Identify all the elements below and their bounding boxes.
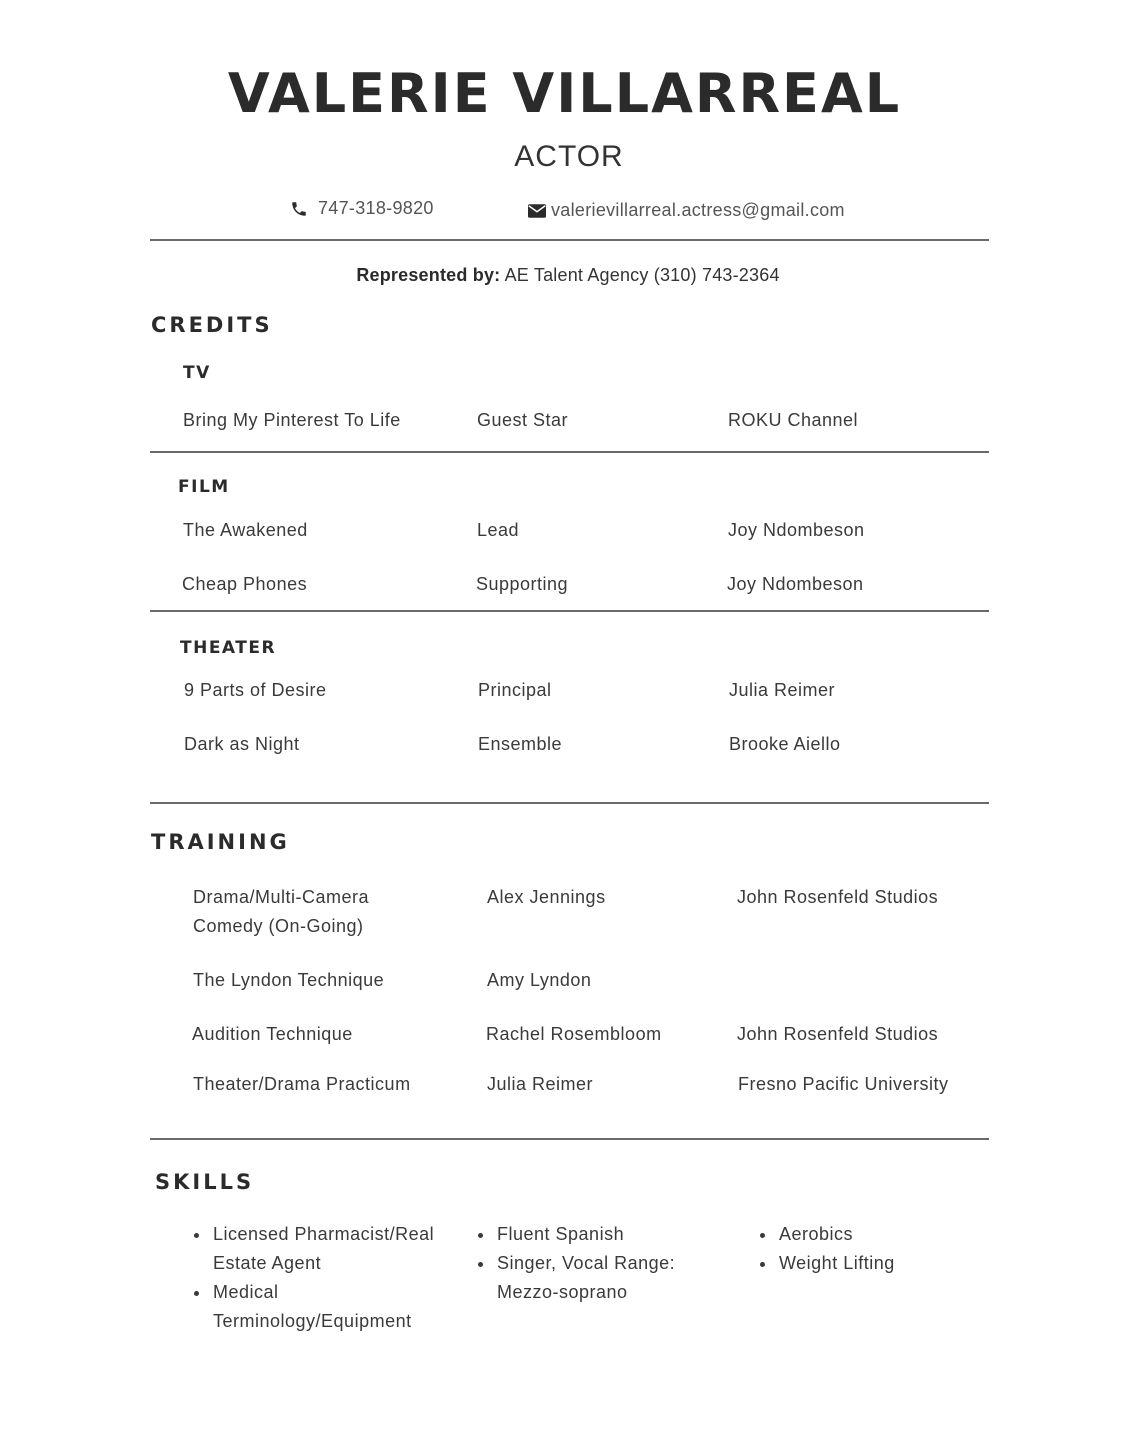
phone-number: 747-318-9820 <box>318 198 434 218</box>
training-school: Fresno Pacific University <box>738 1074 949 1094</box>
email-contact[interactable] <box>528 200 845 221</box>
divider <box>150 802 989 804</box>
skill-item <box>211 1278 481 1336</box>
skills-list-3 <box>757 1220 997 1278</box>
training-teacher: Amy Lyndon <box>487 970 592 990</box>
credit-company: Joy Ndombeson <box>727 574 864 594</box>
training-school: John Rosenfeld Studios <box>737 887 939 907</box>
credit-role: Guest Star <box>477 410 569 430</box>
credit-company: ROKU Channel <box>728 410 859 430</box>
credit-title: Bring My Pinterest To Life <box>183 410 401 430</box>
envelope-icon <box>528 204 546 218</box>
divider <box>150 1138 989 1140</box>
training-course: Audition Technique <box>192 1024 353 1044</box>
skill-line: Weight Lifting <box>779 1253 895 1273</box>
represented-label: Represented by: <box>356 265 501 285</box>
skill-line: Estate Agent <box>213 1253 322 1273</box>
credits-heading: CREDITS <box>151 313 273 337</box>
credit-title: Cheap Phones <box>182 574 308 594</box>
email-address: valerievillarreal.actress@gmail.com <box>551 200 845 220</box>
skills-heading: SKILLS <box>155 1170 255 1194</box>
resume-name: VALERIE VILLARREAL <box>227 62 902 125</box>
training-course: The Lyndon Technique <box>193 970 385 990</box>
skill-item <box>777 1249 997 1278</box>
training-heading: TRAINING <box>151 830 290 854</box>
phone-contact[interactable] <box>290 198 434 219</box>
divider <box>150 610 989 612</box>
divider <box>150 239 989 241</box>
credit-title: 9 Parts of Desire <box>184 680 327 700</box>
skills-list-2 <box>475 1220 755 1307</box>
skill-line: Mezzo-soprano <box>497 1282 628 1302</box>
credit-role: Supporting <box>476 574 569 594</box>
skill-line: Aerobics <box>779 1224 854 1244</box>
skills-list-1 <box>191 1220 481 1336</box>
skill-item <box>495 1249 755 1307</box>
credit-title: The Awakened <box>183 520 308 540</box>
credit-company: Julia Reimer <box>729 680 836 700</box>
training-teacher: Rachel Rosembloom <box>486 1024 662 1044</box>
represented-value: AE Talent Agency (310) 743-2364 <box>504 265 780 285</box>
training-course: Comedy (On-Going) <box>193 916 364 936</box>
credit-role: Ensemble <box>478 734 563 754</box>
training-course: Theater/Drama Practicum <box>193 1074 411 1094</box>
skill-line: Singer, Vocal Range: <box>497 1253 676 1273</box>
representation <box>0 265 1129 286</box>
film-subheading: FILM <box>178 477 230 497</box>
skill-item <box>495 1220 755 1249</box>
credit-role: Lead <box>477 520 520 540</box>
skill-item <box>777 1220 997 1249</box>
skill-line: Terminology/Equipment <box>213 1311 412 1331</box>
credit-title: Dark as Night <box>184 734 300 754</box>
credit-company: Joy Ndombeson <box>728 520 865 540</box>
tv-subheading: TV <box>183 363 211 383</box>
credit-role: Principal <box>478 680 552 700</box>
training-teacher: Alex Jennings <box>487 887 606 907</box>
skill-item <box>211 1220 481 1278</box>
phone-icon <box>290 200 308 218</box>
theater-subheading: THEATER <box>180 638 277 658</box>
resume-title: ACTOR <box>514 140 624 173</box>
training-school: John Rosenfeld Studios <box>737 1024 939 1044</box>
divider <box>150 451 989 453</box>
skill-line: Licensed Pharmacist/Real <box>213 1224 435 1244</box>
training-course: Drama/Multi-Camera <box>193 887 370 907</box>
skill-line: Fluent Spanish <box>497 1224 625 1244</box>
credit-company: Brooke Aiello <box>729 734 841 754</box>
skill-line: Medical <box>213 1282 279 1302</box>
training-teacher: Julia Reimer <box>487 1074 594 1094</box>
